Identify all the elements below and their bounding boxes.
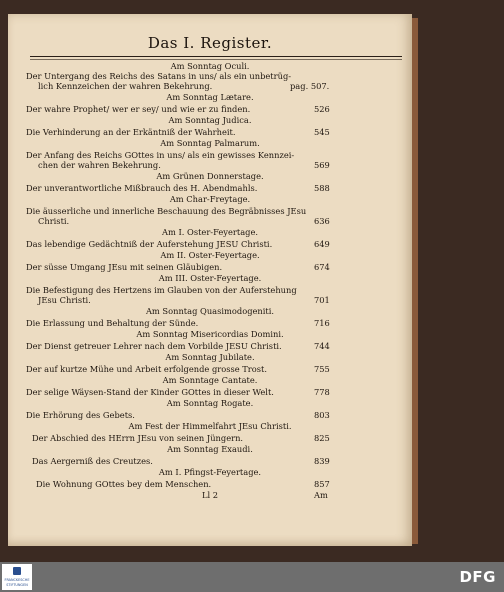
entry-title: Das Aergerniß des Creutzes. <box>32 456 153 466</box>
section-label: Am Sonntag Rogate. <box>166 398 254 408</box>
signature-mark: Ll 2 <box>201 490 219 500</box>
logo-text-line2: STIFTUNGEN <box>6 583 28 587</box>
section-label: Am Grünen Donnerstage. <box>156 171 264 181</box>
section-label: Am I. Oster-Feyertage. <box>161 227 259 237</box>
entry-title-cont: lich Kennzeichen der wahren Bekehrung. <box>38 81 213 91</box>
entry-page: 716 <box>314 318 330 328</box>
entry-title: Die Verhinderung an der Erkäntniß der Wahrheit. <box>26 127 236 137</box>
section-label: Am Sonntag Misericordias Domini. <box>136 329 284 339</box>
entry-title: Die Erhörung des Gebets. <box>26 410 135 420</box>
section-label: Am Sonntag Oculi. <box>170 61 250 71</box>
entry-title: Der selige Wäysen-Stand der Kinder GOttes in dieser Welt. <box>26 387 274 397</box>
entry-title-cont: JEsu Christi. <box>38 295 91 305</box>
institution-logo-icon <box>13 567 21 575</box>
section-label: Am Fest der Himmelfahrt JEsu Christi. <box>128 421 292 431</box>
entry-page: 674 <box>314 262 330 272</box>
section-label: Am I. Pfingst-Feyertage. <box>158 467 262 477</box>
entry-page: 803 <box>314 410 330 420</box>
entry-page: 744 <box>314 341 330 351</box>
entry-page: 701 <box>314 295 330 305</box>
entry-title: Der Anfang des Reichs GOttes in uns/ als ein gewisses Kennzei- <box>26 150 295 160</box>
section-label: Am Sonntag Quasimodogeniti. <box>145 306 275 316</box>
scanned-page <box>8 14 412 546</box>
dfg-logo[interactable]: DFG <box>459 568 496 586</box>
section-label: Am Sonntag Lætare. <box>166 92 254 102</box>
entry-page: 636 <box>314 216 330 226</box>
logo-text-line1: FRANCKESCHE <box>4 578 30 582</box>
entry-page: 569 <box>314 160 330 170</box>
section-label: Am Sonntag Jubilate. <box>165 352 255 362</box>
entry-title: Der unverantwortliche Mißbrauch des H. Abendmahls. <box>26 183 258 193</box>
page-edge <box>412 18 418 544</box>
entry-title: Der wahre Prophet/ wer er sey/ und wie er zu finden. <box>26 104 251 114</box>
section-label: Am III. Oster-Feyertage. <box>158 273 262 283</box>
section-label: Am II. Oster-Feyertage. <box>160 250 260 260</box>
page-header-title: Das I. Register. <box>147 34 273 52</box>
entry-page: pag. 507. <box>290 81 330 91</box>
entry-title: Der Dienst getreuer Lehrer nach dem Vorbilde JESU Christi. <box>26 341 282 351</box>
section-label: Am Sonntag Judica. <box>168 115 252 125</box>
catchword: Am <box>314 490 328 500</box>
entry-title-cont: chen der wahren Bekehrung. <box>38 160 161 170</box>
entry-title: Die Erlassung und Behaltung der Sünde. <box>26 318 199 328</box>
entry-title: Der Untergang des Reichs des Satans in uns/ als ein unbetrüg- <box>26 71 292 81</box>
entry-page: 526 <box>314 104 330 114</box>
entry-title: Das lebendige Gedächtniß der Auferstehung JESU Christi. <box>26 239 273 249</box>
header-rule <box>30 56 402 57</box>
header-rule-thin <box>30 59 402 60</box>
entry-page: 588 <box>314 183 330 193</box>
entry-page: 755 <box>314 364 330 374</box>
section-label: Am Sonntag Palmarum. <box>160 138 260 148</box>
entry-page: 649 <box>314 239 330 249</box>
entry-page: 545 <box>314 127 330 137</box>
franckesche-stiftungen-logo[interactable] <box>2 564 32 590</box>
entry-title: Der süsse Umgang JEsu mit seinen Gläubigen. <box>26 262 223 272</box>
entry-page: 839 <box>314 456 330 466</box>
entry-page: 778 <box>314 387 330 397</box>
viewer-footer <box>0 562 504 592</box>
entry-title: Der Abschied des HErrn JEsu von seinen Jüngern. <box>32 433 244 443</box>
entry-title: Der auf kurtze Mühe und Arbeit erfolgende grosse Trost. <box>26 364 268 374</box>
entry-page: 857 <box>314 479 330 489</box>
entry-title: Die Wohnung GOttes bey dem Menschen. <box>36 479 212 489</box>
section-label: Am Sonntag Exaudi. <box>167 444 253 454</box>
entry-title-cont: Christi. <box>38 216 70 226</box>
section-label: Am Sonntage Cantate. <box>162 375 258 385</box>
entry-title: Die äusserliche und innerliche Beschauung des Begräbnisses JEsu <box>26 206 307 216</box>
entry-title: Die Befestigung des Hertzens im Glauben von der Auferstehung <box>26 285 297 295</box>
section-label: Am Char-Freytage. <box>169 194 251 204</box>
entry-page: 825 <box>314 433 330 443</box>
